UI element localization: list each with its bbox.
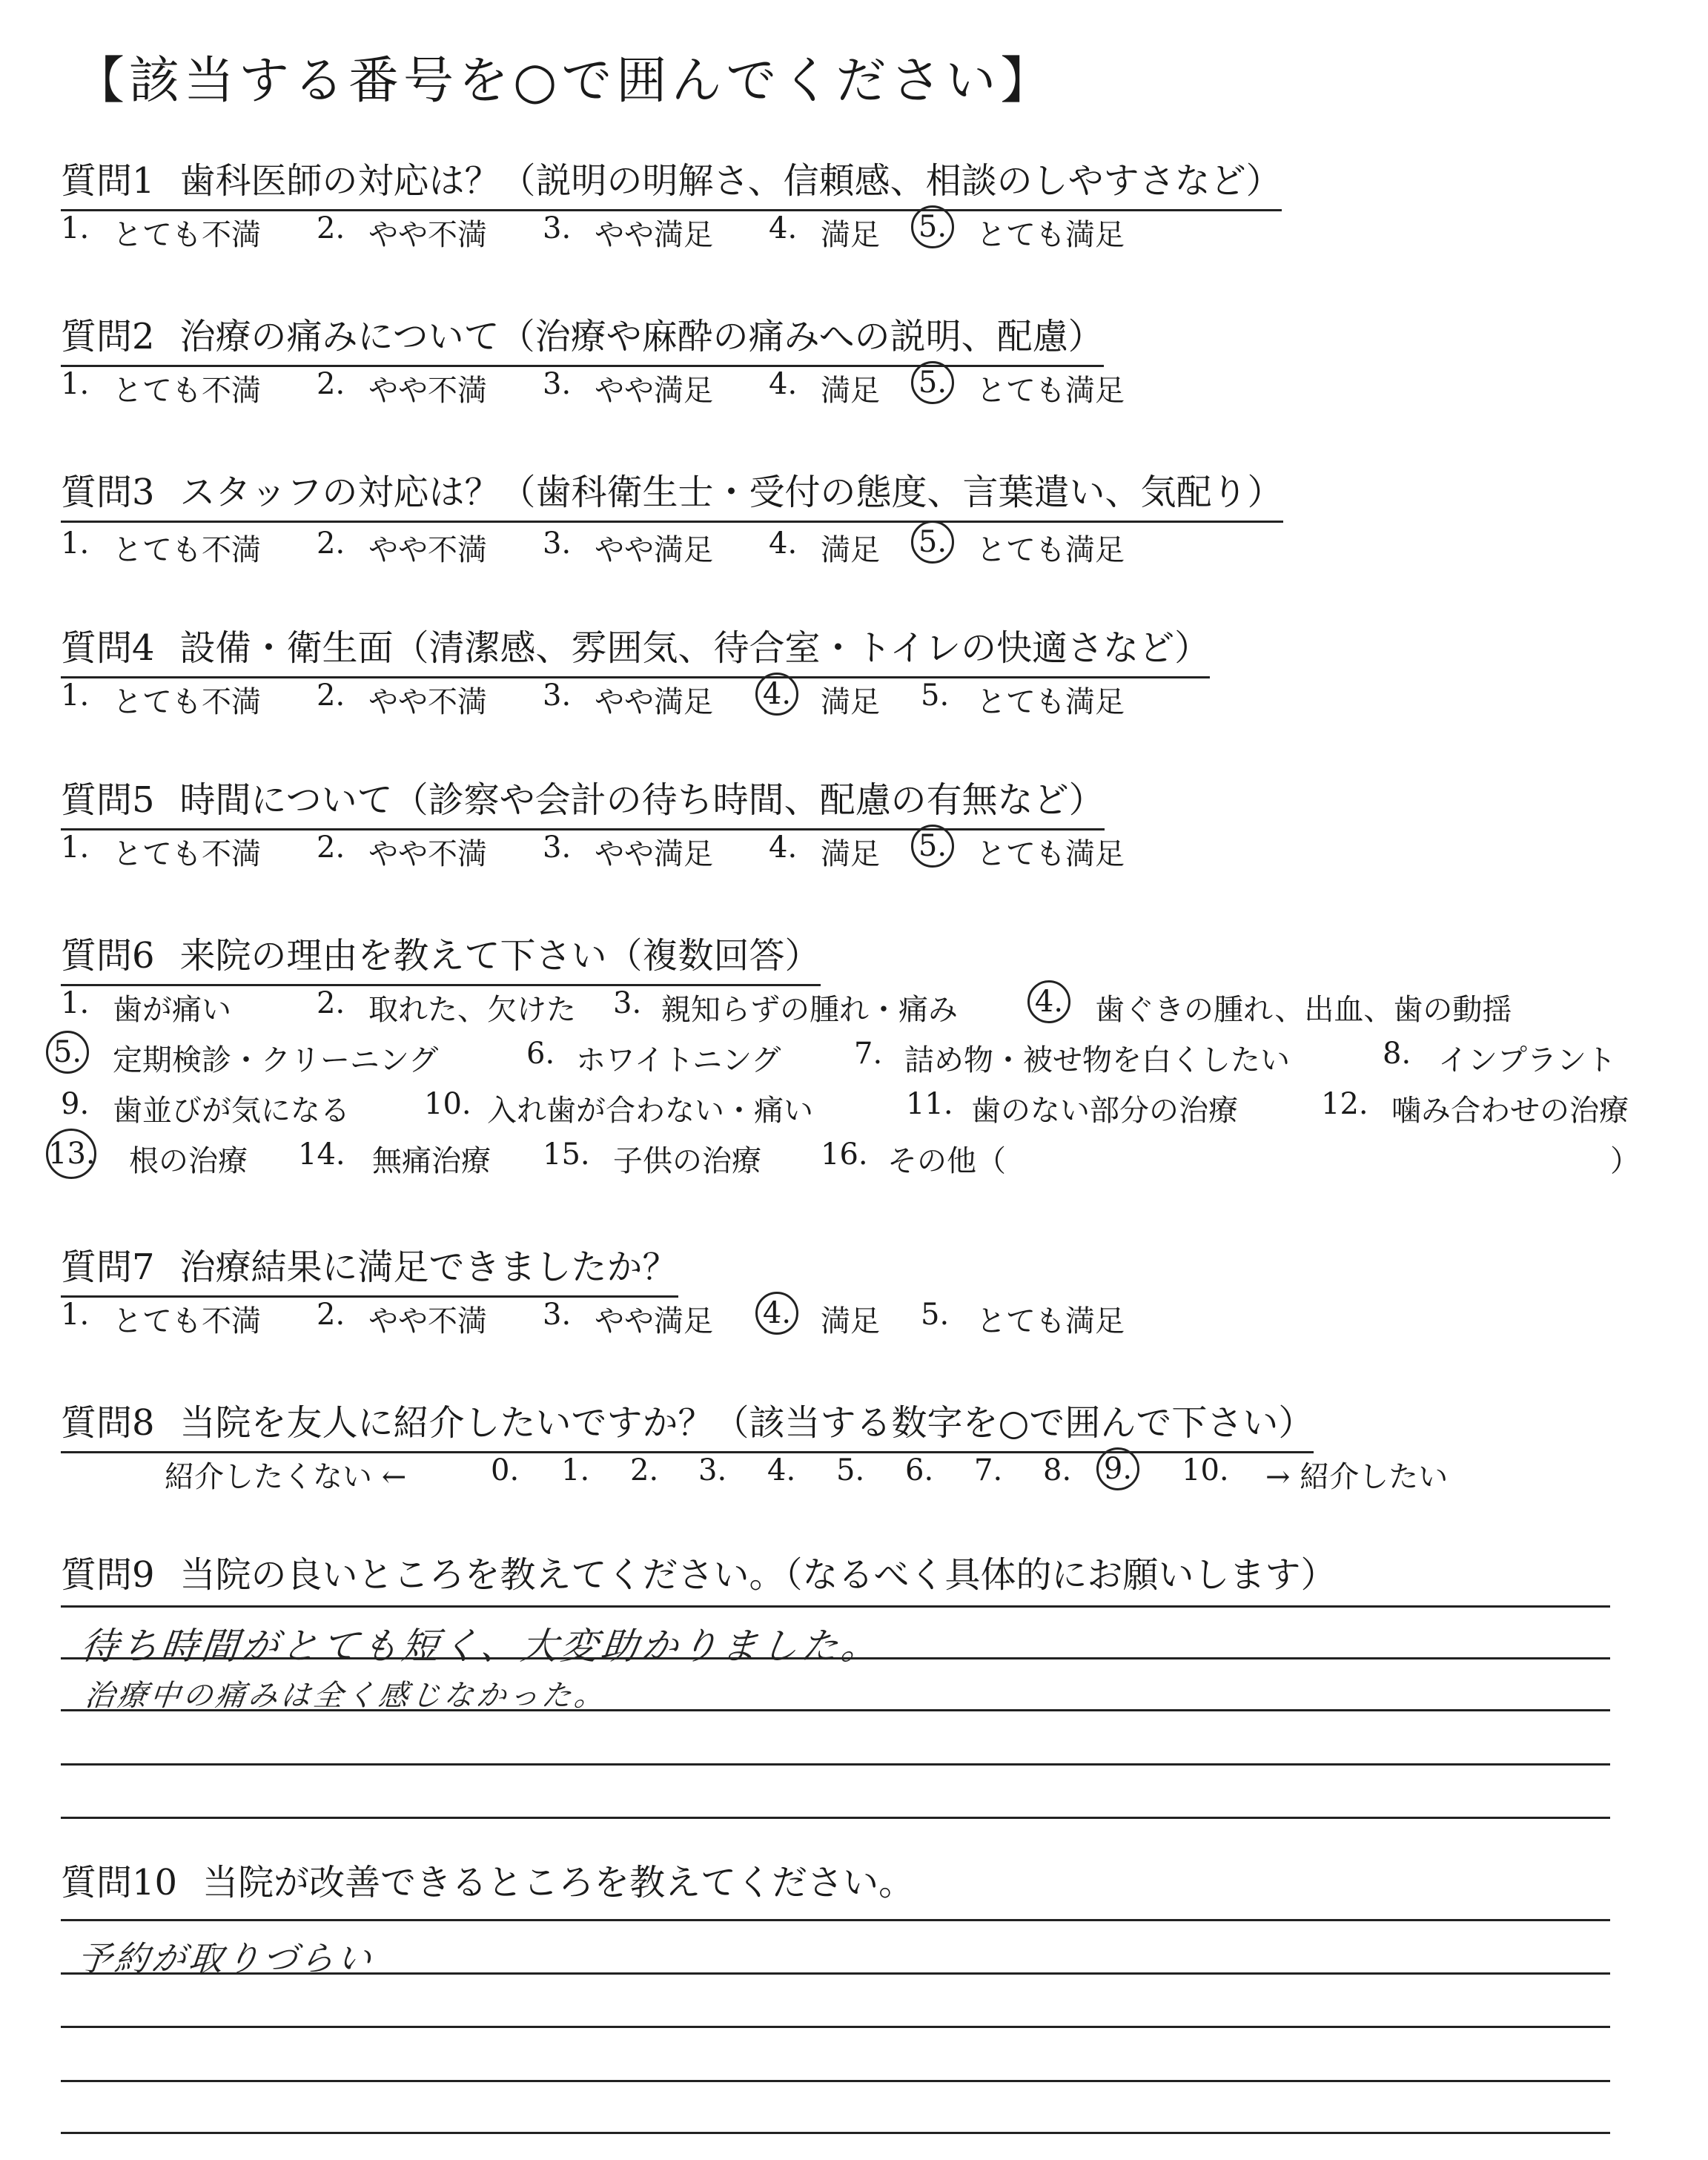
q6-item-3-label[interactable]: 親知らずの腫れ・痛み bbox=[661, 993, 958, 1027]
q5-option-1-label[interactable]: とても不満 bbox=[113, 837, 261, 871]
page-title: 【該当する番号を○で囲んでください】 bbox=[74, 52, 1056, 110]
q4-option-3-label[interactable]: やや満足 bbox=[595, 685, 713, 719]
q6-item-16-label[interactable]: その他（ bbox=[887, 1144, 1006, 1178]
q6-item-6-label[interactable]: ホワイトニング bbox=[576, 1043, 781, 1077]
q3-option-2-number[interactable]: 2. bbox=[317, 526, 345, 561]
question-5-text: 時間について（診察や会計の待ち時間、配慮の有無など） bbox=[179, 779, 1105, 821]
question-10-text: 当院が改善できるところを教えてください。 bbox=[202, 1862, 915, 1903]
question-1-number: 質問1 bbox=[61, 160, 155, 202]
q8-scale-6[interactable]: 6. bbox=[905, 1453, 934, 1487]
q8-left-label: 紹介したくない ← bbox=[165, 1460, 407, 1494]
question-5-number: 質問5 bbox=[61, 779, 155, 821]
q6-item-15-number[interactable]: 15. bbox=[543, 1137, 590, 1172]
question-3-heading bbox=[61, 463, 1283, 523]
q4-option-5-label[interactable]: とても満足 bbox=[976, 685, 1125, 719]
q6-item-5-label[interactable]: 定期検診・クリーニング bbox=[113, 1043, 439, 1077]
q10-answer-line-3 bbox=[61, 2026, 1610, 2028]
q1-option-2-number[interactable]: 2. bbox=[317, 211, 345, 245]
q7-option-5-number[interactable]: 5. bbox=[921, 1298, 950, 1332]
q5-option-4-number[interactable]: 4. bbox=[769, 830, 798, 865]
q9-answer-line-1 bbox=[61, 1605, 1610, 1608]
q4-option-3-number[interactable]: 3. bbox=[543, 678, 572, 713]
q4-option-1-number[interactable]: 1. bbox=[61, 678, 90, 713]
q6-item-11-label[interactable]: 歯のない部分の治療 bbox=[971, 1094, 1238, 1128]
question-10-number: 質問10 bbox=[61, 1862, 178, 1903]
q6-item-5-number-circled[interactable]: 5. bbox=[46, 1031, 89, 1074]
q5-option-4-label[interactable]: 満足 bbox=[821, 837, 880, 871]
q6-item-1-label[interactable]: 歯が痛い bbox=[113, 993, 231, 1027]
q8-scale-4[interactable]: 4. bbox=[767, 1453, 796, 1487]
q3-option-4-number[interactable]: 4. bbox=[769, 526, 798, 561]
q2-option-2-number[interactable]: 2. bbox=[317, 367, 345, 401]
question-2-text: 治療の痛みについて（治療や麻酔の痛みへの説明、配慮） bbox=[179, 316, 1104, 357]
q6-item-10-label[interactable]: 入れ歯が合わない・痛い bbox=[487, 1094, 813, 1128]
q5-option-3-label[interactable]: やや満足 bbox=[595, 837, 713, 871]
question-7-text: 治療結果に満足できましたか？ bbox=[179, 1246, 678, 1288]
q6-item-9-label[interactable]: 歯並びが気になる bbox=[113, 1094, 350, 1128]
q2-option-5-number-circled[interactable]: 5. bbox=[911, 361, 954, 404]
question-8-heading bbox=[61, 1394, 1314, 1453]
q4-option-2-label[interactable]: やや不満 bbox=[368, 685, 487, 719]
q1-option-1-number[interactable]: 1. bbox=[61, 211, 90, 245]
q6-item-4-label[interactable]: 歯ぐきの腫れ、出血、歯の動揺 bbox=[1095, 993, 1512, 1027]
q7-option-1-number[interactable]: 1. bbox=[61, 1298, 90, 1332]
q6-item-16-number[interactable]: 16. bbox=[821, 1137, 868, 1172]
question-1-heading bbox=[61, 152, 1282, 211]
q4-option-5-number[interactable]: 5. bbox=[921, 678, 950, 713]
question-6-number: 質問6 bbox=[61, 935, 155, 977]
q6-item-14-label[interactable]: 無痛治療 bbox=[372, 1144, 491, 1178]
question-8-number: 質問8 bbox=[61, 1402, 155, 1444]
q10-handwritten-answer-1[interactable]: 予約が取りづらい bbox=[75, 1938, 377, 1978]
q5-option-2-label[interactable]: やや不満 bbox=[368, 837, 487, 871]
q5-option-5-number-circled[interactable]: 5. bbox=[911, 825, 954, 868]
q8-scale-8[interactable]: 8. bbox=[1043, 1453, 1072, 1487]
q7-option-2-number[interactable]: 2. bbox=[317, 1298, 345, 1332]
q2-option-2-label[interactable]: やや不満 bbox=[368, 374, 487, 408]
q3-option-5-number-circled[interactable]: 5. bbox=[911, 521, 954, 564]
question-7-number: 質問7 bbox=[61, 1246, 155, 1288]
q7-option-2-label[interactable]: やや不満 bbox=[368, 1304, 487, 1338]
question-7-heading bbox=[61, 1238, 678, 1298]
q8-scale-3[interactable]: 3. bbox=[698, 1453, 727, 1487]
question-9-number: 質問9 bbox=[61, 1554, 155, 1596]
question-4-heading bbox=[61, 619, 1210, 678]
q9-handwritten-answer-1[interactable]: 待ち時間がとても短く、大変助かりました。 bbox=[79, 1625, 884, 1668]
q2-option-3-number[interactable]: 3. bbox=[543, 367, 572, 401]
q8-right-label: → 紹介したい bbox=[1265, 1460, 1449, 1494]
q5-option-5-label[interactable]: とても満足 bbox=[976, 837, 1125, 871]
q10-answer-line-4 bbox=[61, 2080, 1610, 2082]
q3-option-3-number[interactable]: 3. bbox=[543, 526, 572, 561]
q7-option-3-number[interactable]: 3. bbox=[543, 1298, 572, 1332]
question-9-heading bbox=[61, 1546, 1337, 1603]
q5-option-2-number[interactable]: 2. bbox=[317, 830, 345, 865]
q6-item-2-label[interactable]: 取れた、欠けた bbox=[368, 993, 576, 1027]
q10-answer-line-1 bbox=[61, 1919, 1610, 1921]
q6-item-2-number[interactable]: 2. bbox=[317, 986, 345, 1020]
q9-answer-line-5 bbox=[61, 1817, 1610, 1819]
q1-option-4-label[interactable]: 満足 bbox=[821, 218, 880, 252]
q6-item-6-number[interactable]: 6. bbox=[526, 1037, 555, 1071]
q2-option-3-label[interactable]: やや満足 bbox=[595, 374, 713, 408]
q8-scale-1[interactable]: 1. bbox=[561, 1453, 590, 1487]
question-6-text: 来院の理由を教えて下さい（複数回答） bbox=[179, 935, 821, 977]
q8-scale-2[interactable]: 2. bbox=[630, 1453, 659, 1487]
q5-option-1-number[interactable]: 1. bbox=[61, 830, 90, 865]
q2-option-4-number[interactable]: 4. bbox=[769, 367, 798, 401]
q8-scale-10[interactable]: 10. bbox=[1182, 1453, 1229, 1487]
question-2-heading bbox=[61, 308, 1104, 367]
q1-option-5-label[interactable]: とても満足 bbox=[976, 218, 1125, 252]
question-4-text: 設備・衛生面（清潔感、雰囲気、待合室・トイレの快適さなど） bbox=[179, 627, 1211, 669]
q4-option-4-number-circled[interactable]: 4. bbox=[755, 673, 798, 716]
q3-option-5-label[interactable]: とても満足 bbox=[976, 533, 1125, 567]
q1-option-5-number-circled[interactable]: 5. bbox=[911, 205, 954, 248]
question-6-heading bbox=[61, 927, 821, 986]
q3-option-1-number[interactable]: 1. bbox=[61, 526, 90, 561]
q9-answer-line-4 bbox=[61, 1763, 1610, 1766]
q3-option-4-label[interactable]: 満足 bbox=[821, 533, 880, 567]
q6-item-12-number[interactable]: 12. bbox=[1321, 1087, 1368, 1121]
q6-item-11-number[interactable]: 11. bbox=[906, 1087, 953, 1121]
q7-option-4-number-circled[interactable]: 4. bbox=[755, 1292, 798, 1335]
q7-option-3-label[interactable]: やや満足 bbox=[595, 1304, 713, 1338]
q2-option-1-number[interactable]: 1. bbox=[61, 367, 90, 401]
q2-option-1-label[interactable]: とても不満 bbox=[113, 374, 261, 408]
q1-option-2-label[interactable]: やや不満 bbox=[368, 218, 487, 252]
q7-option-4-label[interactable]: 満足 bbox=[821, 1304, 880, 1338]
q6-item-10-number[interactable]: 10. bbox=[424, 1087, 471, 1121]
q3-option-2-label[interactable]: やや不満 bbox=[368, 533, 487, 567]
question-3-text: スタッフの対応は？（歯科衛生士・受付の態度、言葉遣い、気配り） bbox=[179, 472, 1283, 513]
q6-item-1-number[interactable]: 1. bbox=[61, 986, 90, 1020]
q1-option-4-number[interactable]: 4. bbox=[769, 211, 798, 245]
q5-option-3-number[interactable]: 3. bbox=[543, 830, 572, 865]
q6-item-13-number-circled[interactable]: 13. bbox=[46, 1129, 96, 1179]
q10-answer-line-5 bbox=[61, 2132, 1610, 2134]
q6-item-9-number[interactable]: 9. bbox=[61, 1087, 90, 1121]
question-10-heading bbox=[61, 1854, 914, 1911]
q6-item-15-label[interactable]: 子供の治療 bbox=[613, 1144, 761, 1178]
q8-scale-9-circled[interactable]: 9. bbox=[1096, 1447, 1139, 1490]
q8-scale-5[interactable]: 5. bbox=[836, 1453, 865, 1487]
question-5-heading bbox=[61, 771, 1105, 830]
q6-item-13-label[interactable]: 根の治療 bbox=[129, 1144, 248, 1178]
question-9-text: 当院の良いところを教えてください。（なるべく具体的にお願いします） bbox=[179, 1554, 1337, 1596]
q9-handwritten-answer-2[interactable]: 治療中の痛みは全く感じなかった。 bbox=[83, 1679, 609, 1713]
question-3-number: 質問3 bbox=[61, 472, 155, 513]
q3-option-1-label[interactable]: とても不満 bbox=[113, 533, 261, 567]
q6-item-4-number-circled[interactable]: 4. bbox=[1027, 980, 1070, 1023]
q1-option-3-number[interactable]: 3. bbox=[543, 211, 572, 245]
q8-scale-7[interactable]: 7. bbox=[974, 1453, 1003, 1487]
q7-option-1-label[interactable]: とても不満 bbox=[113, 1304, 261, 1338]
q2-option-4-label[interactable]: 満足 bbox=[821, 374, 880, 408]
question-2-number: 質問2 bbox=[61, 316, 155, 357]
q4-option-1-label[interactable]: とても不満 bbox=[113, 685, 261, 719]
question-8-text: 当院を友人に紹介したいですか？（該当する数字を○で囲んで下さい） bbox=[179, 1402, 1314, 1444]
question-4-number: 質問4 bbox=[61, 627, 155, 669]
q2-option-5-label[interactable]: とても満足 bbox=[976, 374, 1125, 408]
question-1-text: 歯科医師の対応は？（説明の明解さ、信頼感、相談のしやすさなど） bbox=[179, 160, 1282, 202]
q6-item-16-close-paren: ） bbox=[1610, 1144, 1640, 1178]
q4-option-2-number[interactable]: 2. bbox=[317, 678, 345, 713]
q6-item-7-number[interactable]: 7. bbox=[854, 1037, 883, 1071]
q6-item-14-number[interactable]: 14. bbox=[298, 1137, 345, 1172]
q6-item-12-label[interactable]: 噛み合わせの治療 bbox=[1391, 1094, 1629, 1128]
q6-item-7-label[interactable]: 詰め物・被せ物を白くしたい bbox=[904, 1043, 1290, 1077]
q4-option-4-label[interactable]: 満足 bbox=[821, 685, 880, 719]
q8-scale-0[interactable]: 0. bbox=[491, 1453, 520, 1487]
q7-option-5-label[interactable]: とても満足 bbox=[976, 1304, 1125, 1338]
q6-item-3-number[interactable]: 3. bbox=[613, 986, 642, 1020]
q6-item-8-number[interactable]: 8. bbox=[1383, 1037, 1411, 1071]
q3-option-3-label[interactable]: やや満足 bbox=[595, 533, 713, 567]
q1-option-3-label[interactable]: やや満足 bbox=[595, 218, 713, 252]
q6-item-8-label[interactable]: インプラント bbox=[1438, 1043, 1616, 1077]
q1-option-1-label[interactable]: とても不満 bbox=[113, 218, 261, 252]
